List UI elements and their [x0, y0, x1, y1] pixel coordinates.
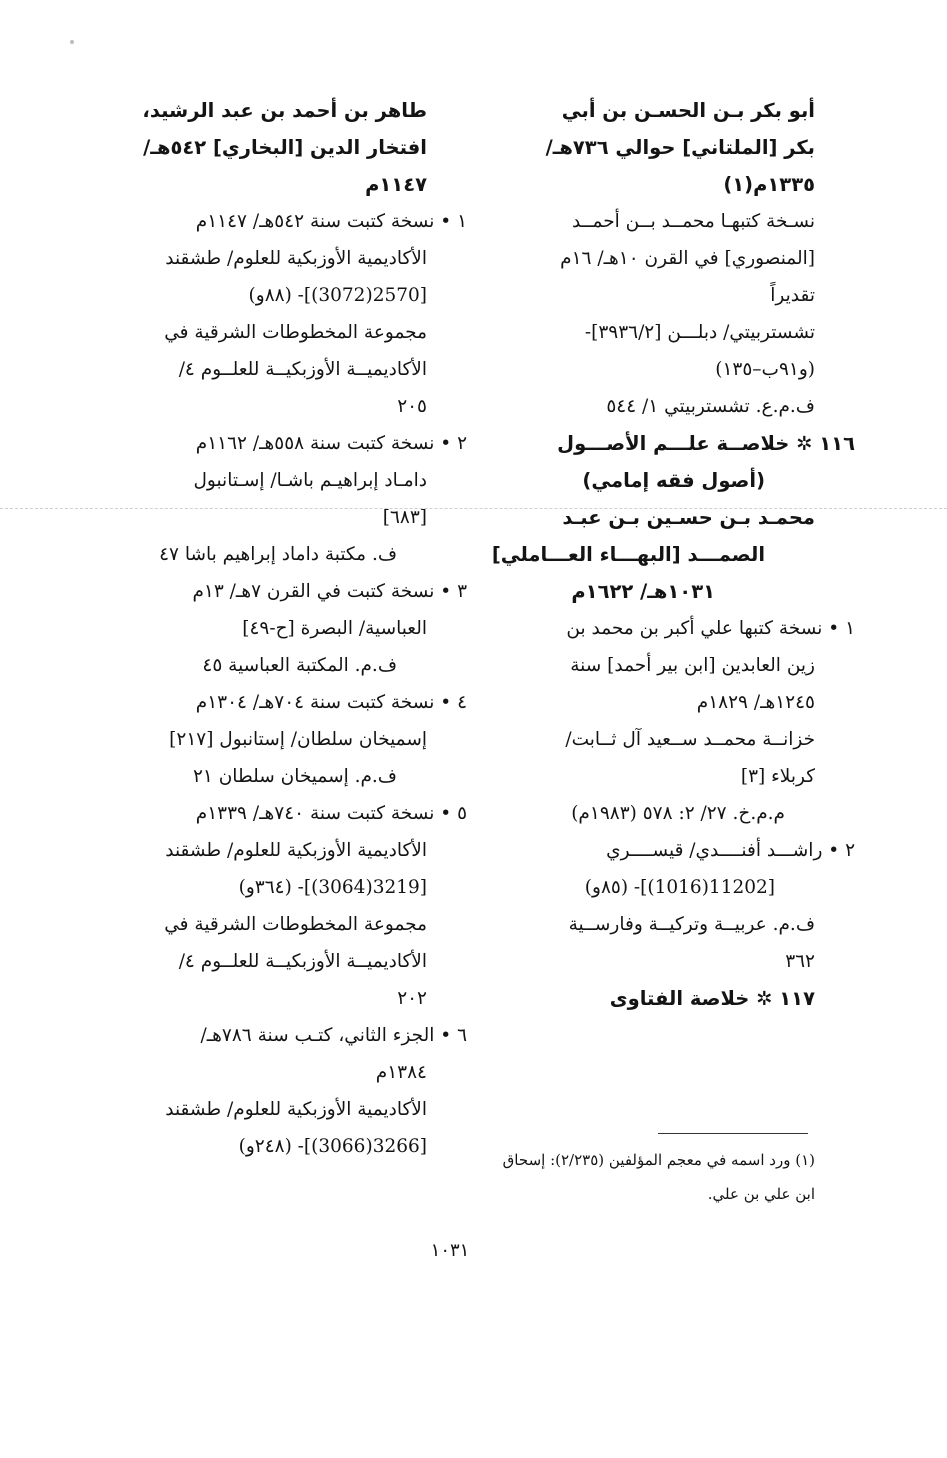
text-line: (أصول فقه إمامي) [582, 469, 765, 492]
text-line: ف. مكتبة داماد إبراهيم باشا ٤٧ [159, 544, 397, 565]
text-line: مجموعة المخطوطات الشرقية في [164, 322, 427, 343]
text-line: ١١٦ ✲ خلاصــة علـــم الأصـــول [557, 432, 855, 455]
footnote-separator [658, 1133, 808, 1134]
text-line: الأكاديمية الأوزبكية للعلوم/ طشقند [165, 1099, 427, 1120]
text-line: م.م.خ. ٢٧/ ٢: ٥٧٨ (١٩٨٣م) [571, 803, 785, 824]
text-line: ٣٦٢ [785, 951, 815, 972]
footnote-line: ابن علي بن علي. [707, 1185, 815, 1203]
text-line: ف.م. المكتبة العباسية ٤٥ [202, 655, 397, 676]
text-line: أبو بكر بـن الحسـن بن أبي [561, 99, 815, 122]
text-line: محمـد بـن حسـين بـن عبـد [562, 506, 815, 529]
text-line: كربلاء [٣] [740, 766, 815, 787]
scan-speck [70, 40, 74, 44]
text-line: [3219(3064)]- (٣٦٤و) [238, 877, 427, 898]
text-line: ١٣٨٤م [375, 1062, 427, 1083]
text-line: ٢ • نسخة كتبت سنة ٥٥٨هـ/ ١١٦٢م [195, 433, 467, 454]
text-line: نسـخة كتبهـا محمــد بــن أحمــد [571, 211, 815, 232]
text-line: الأكاديميــة الأوزبكيــة للعلــوم ٤/ [178, 951, 427, 972]
text-line: الأكاديمية الأوزبكية للعلوم/ طشقند [165, 840, 427, 861]
text-line: [2570(3072)]- (٨٨و) [248, 285, 427, 306]
text-line: ١ • نسخة كتبت سنة ٥٤٢هـ/ ١١٤٧م [195, 211, 467, 232]
text-line: ١ • نسخة كتبها علي أكبر بن محمد بن [566, 618, 855, 639]
text-line: ٤ • نسخة كتبت سنة ٧٠٤هـ/ ١٣٠٤م [195, 692, 467, 713]
text-line: ١١٤٧م [365, 173, 427, 196]
text-line: ف.م. إسميخان سلطان ٢١ [192, 766, 397, 787]
text-line: دامـاد إبراهيـم باشـا/ إسـتانبول [193, 470, 427, 491]
text-line: (و٩١ب–١٣٥) [715, 359, 815, 380]
text-line: تقديراً [770, 285, 815, 306]
text-line: الأكاديمية الأوزبكية للعلوم/ طشقند [165, 248, 427, 269]
page-number: ١٠٣١ [430, 1240, 470, 1261]
text-line: إسميخان سلطان/ إستانبول [٢١٧] [169, 729, 427, 750]
footnote-line: (١) ورد اسمه في معجم المؤلفين (٢/٢٣٥): إسحاق [502, 1151, 815, 1169]
text-line: [11202(1016)]- (٨٥و) [584, 877, 775, 898]
text-line: تشستربيتي/ دبلـــن [٣٩٣٦/٢]- [584, 322, 815, 343]
text-line: طاهر بن أحمد بن عبد الرشيد، [142, 99, 427, 122]
left-column [92, 92, 467, 1165]
text-line: ١١٧ ✲ خلاصة الفتاوى [609, 987, 815, 1010]
text-line: ١٣٣٥م(١) [723, 173, 815, 196]
text-line: ف.م. عربيــة وتركيــة وفارســية [568, 914, 815, 935]
text-line: [المنصوري] في القرن ١٠هـ/ ١٦م [560, 248, 815, 269]
text-line: ٢ • راشـــد أفنــــدي/ قيســــري [606, 840, 855, 861]
footnotes [480, 1143, 815, 1211]
right-column [480, 92, 855, 1017]
text-line: [3266(3066)]- (٢٤٨و) [238, 1136, 427, 1157]
text-line: ٢٠٥ [397, 396, 427, 417]
text-line: مجموعة المخطوطات الشرقية في [164, 914, 427, 935]
text-line: خزانــة محمــد ســعيد آل ثــابت/ [565, 729, 815, 750]
text-line: [٦٨٣] [382, 507, 427, 528]
text-line: ف.م.ع. تشستربيتي ١/ ٥٤٤ [606, 396, 815, 417]
text-line: الصمـــد [البهـــاء العـــاملي] [491, 543, 765, 566]
text-line: زين العابدين [ابن بير أحمد] سنة [570, 655, 815, 676]
text-line: ٣ • نسخة كتبت في القرن ٧هـ/ ١٣م [192, 581, 467, 602]
text-line: الأكاديميــة الأوزبكيــة للعلــوم ٤/ [178, 359, 427, 380]
text-line: افتخار الدين [البخاري] ٥٤٢هـ/ [143, 136, 427, 159]
text-line: ٥ • نسخة كتبت سنة ٧٤٠هـ/ ١٣٣٩م [195, 803, 467, 824]
text-line: ٦ • الجزء الثاني، كتـب سنة ٧٨٦هـ/ [200, 1025, 467, 1046]
text-line: العباسية/ البصرة [ح-٤٩] [242, 618, 427, 639]
text-line: ١٠٣١هـ/ ١٦٢٢م [571, 580, 715, 603]
text-line: ١٢٤٥هـ/ ١٨٢٩م [696, 692, 815, 713]
text-line: ٢٠٢ [397, 988, 427, 1009]
text-line: بكر [الملتاني] حوالي ٧٣٦هـ/ [545, 136, 815, 159]
